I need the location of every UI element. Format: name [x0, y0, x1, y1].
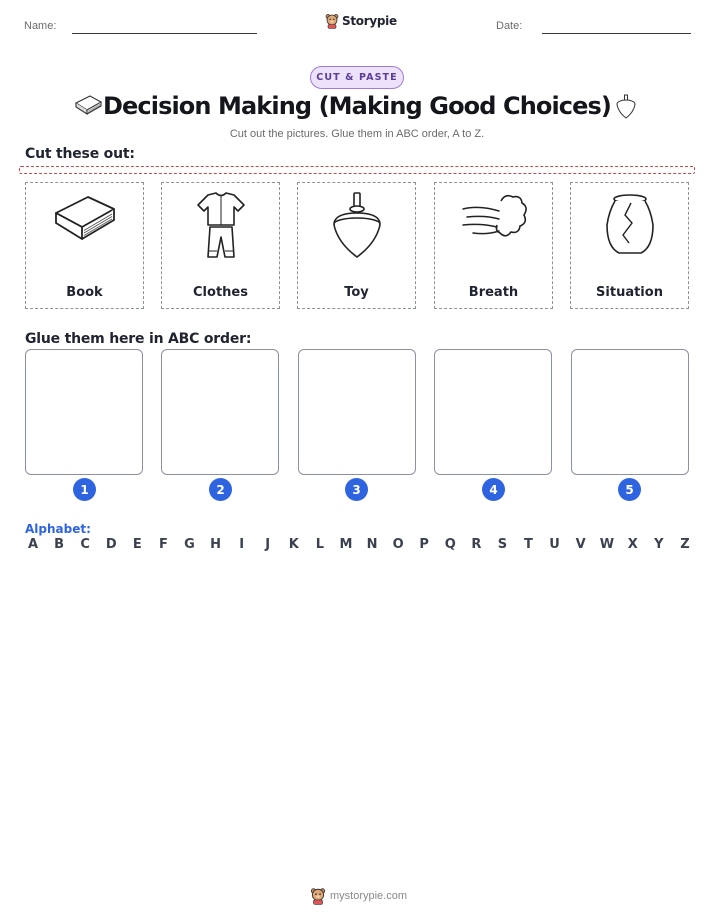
bear-logo-icon	[325, 13, 339, 29]
book-icon	[50, 191, 120, 251]
cut-dashed-line	[19, 166, 695, 174]
date-line[interactable]	[542, 33, 691, 34]
cut-card-toy[interactable]	[297, 182, 416, 309]
card-label: Situation	[596, 285, 663, 300]
spinning-top-icon	[322, 191, 392, 261]
alphabet-letter: I	[239, 537, 245, 552]
alphabet-letter: K	[288, 537, 299, 552]
alphabet-letter: R	[471, 537, 482, 552]
alphabet-letter: Z	[680, 537, 690, 552]
slot-number-badge: 2	[209, 478, 232, 501]
alphabet-letter: C	[80, 537, 90, 552]
alphabet-letter: P	[419, 537, 429, 552]
name-label: Name:	[24, 20, 57, 32]
footer	[310, 887, 407, 905]
cut-card-book[interactable]	[25, 182, 144, 309]
breath-icon	[459, 191, 529, 251]
alphabet-letter: L	[315, 537, 324, 552]
card-label: Clothes	[193, 285, 248, 300]
alphabet-letter: O	[392, 537, 404, 552]
slot-number-badge: 1	[73, 478, 96, 501]
alphabet-letter: E	[132, 537, 142, 552]
slot-number-badge: 4	[482, 478, 505, 501]
cut-section-heading: Cut these out:	[25, 146, 135, 162]
slot-number-badge: 3	[345, 478, 368, 501]
glue-slot-3[interactable]	[298, 349, 416, 475]
page-title: Decision Making (Making Good Choices)	[103, 92, 611, 120]
alphabet-label: Alphabet:	[25, 522, 91, 536]
card-label: Book	[66, 285, 103, 300]
brand-logo	[325, 13, 397, 29]
alphabet-letter: Q	[444, 537, 456, 552]
title-row	[0, 92, 714, 126]
slot-number-badge: 5	[618, 478, 641, 501]
bear-logo-icon	[310, 887, 326, 905]
glue-slot-4[interactable]	[434, 349, 552, 475]
alphabet-letter: F	[158, 537, 168, 552]
alphabet-letter: V	[575, 537, 586, 552]
name-line[interactable]	[72, 33, 257, 34]
cut-card-clothes[interactable]	[161, 182, 280, 309]
cut-card-breath[interactable]	[434, 182, 553, 309]
brand-name: Storypie	[342, 14, 397, 28]
card-label: Toy	[344, 285, 369, 300]
cracked-pot-icon	[595, 191, 665, 259]
alphabet-letter: H	[210, 537, 221, 552]
glue-slot-2[interactable]	[161, 349, 279, 475]
alphabet-letter: Y	[654, 537, 664, 552]
alphabet-letter: N	[366, 537, 378, 552]
alphabet-letter: M	[339, 537, 353, 552]
glue-section-heading: Glue them here in ABC order:	[25, 331, 252, 347]
glue-slot-5[interactable]	[571, 349, 689, 475]
card-label: Breath	[468, 285, 519, 300]
cut-card-situation[interactable]	[570, 182, 689, 309]
spinning-top-icon	[614, 94, 638, 120]
alphabet-letter: A	[27, 537, 39, 552]
alphabet-row	[26, 537, 692, 552]
alphabet-letter: S	[497, 537, 508, 552]
alphabet-letter: J	[265, 537, 271, 552]
glue-slot-1[interactable]	[25, 349, 143, 475]
alphabet-letter: T	[524, 537, 533, 552]
clothes-icon	[186, 191, 256, 261]
alphabet-letter: D	[105, 537, 117, 552]
alphabet-letter: G	[184, 537, 195, 552]
alphabet-letter: X	[627, 537, 638, 552]
alphabet-letter: B	[54, 537, 65, 552]
alphabet-letter: U	[549, 537, 560, 552]
alphabet-letter: W	[599, 537, 615, 552]
instructions: Cut out the pictures. Glue them in ABC order, A to Z.	[229, 128, 485, 140]
date-label: Date:	[496, 20, 523, 32]
worksheet-header	[0, 0, 714, 40]
activity-badge: CUT & PASTE	[310, 66, 404, 89]
footer-url[interactable]: mystorypie.com	[330, 890, 408, 902]
